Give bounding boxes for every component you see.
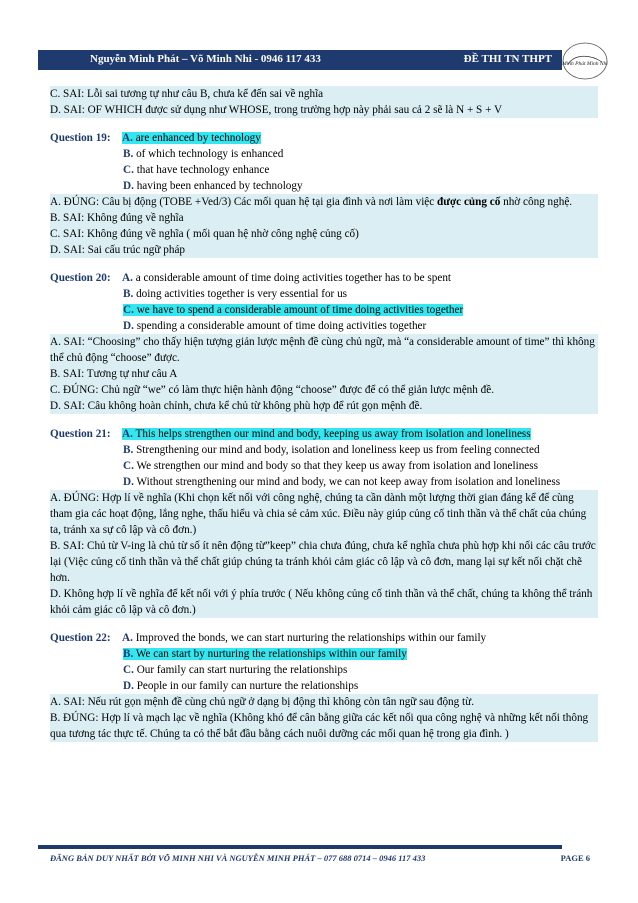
expl-line: C. SAI: Không đúng về nghĩa ( mối quan hệ nhờ công nghệ củng cố)	[50, 228, 359, 240]
question-label: Question 20:	[50, 272, 111, 284]
option-d: D. having been enhanced by technology	[123, 180, 303, 192]
question-19	[50, 130, 598, 146]
q20-explanations	[50, 334, 598, 414]
header-exam-title: ĐỀ THI TN THPT	[463, 53, 552, 65]
header-authors: Nguyễn Minh Phát – Võ Minh Nhi - 0946 117 433	[90, 53, 321, 65]
question-21	[50, 426, 598, 442]
option-b: B. We can start by nurturing the relationships within our family	[123, 648, 407, 660]
option-d: D. People in our family can nurture the relationships	[123, 680, 359, 692]
question-20	[50, 270, 598, 286]
expl-line: A. SAI: Nếu rút gọn mệnh đề cùng chủ ngữ ở dạng bị động thì không còn tân ngữ sau động từ.	[50, 696, 475, 708]
prev-explanations	[50, 86, 598, 118]
expl-line: A. ĐÚNG: Hợp lí về nghĩa (Khi chọn kết nối với công nghệ, chúng ta cần dành một lượng thời gian đáng kể để cùng tham gia các hoạt động, lắng nghe, thấu hiểu và chia sẻ cảm xúc. Điều này giúp củng cố tinh thần và thể chất của chúng ta, tránh xa sự cô lập và cô đơn.)	[50, 492, 587, 536]
option-c: C. We strengthen our mind and body so that they keep us away from isolation and loneliness	[123, 460, 538, 472]
option-a: A. Improved the bonds, we can start nurturing the relationships within our family	[122, 632, 487, 644]
question-label: Question 21:	[50, 428, 111, 440]
option-a: A. This helps strengthen our mind and body, keeping us away from isolation and loneliness	[122, 428, 531, 440]
footer-rule	[38, 845, 562, 849]
question-22	[50, 630, 598, 646]
q19-explanations	[50, 194, 598, 258]
option-b: B. of which technology is enhanced	[123, 148, 284, 160]
page-footer	[50, 853, 590, 863]
svg-text:Minh Phát Minh Nhi: Minh Phát Minh Nhi	[562, 61, 608, 67]
expl-line: D. Không hợp lí về nghĩa để kết nối với ý phía trước ( Nếu không củng cố tinh thần và thể chất, chúng ta không thể tránh khỏi cảm giác cô lập và cô đơn.)	[50, 588, 593, 616]
expl-line: D. SAI: Câu không hoàn chỉnh, chưa kể chủ từ không phù hợp để rút gọn mệnh đề.	[50, 400, 423, 412]
expl-line: C. ĐÚNG: Chủ ngữ “we” có làm thực hiện hành động “choose” được để có thể giản lược mệnh đề.	[50, 384, 494, 396]
expl-line: B. SAI: Không đúng về nghĩa	[50, 212, 184, 224]
option-d: D. spending a considerable amount of time doing activities together	[123, 320, 427, 332]
question-label: Question 19:	[50, 132, 111, 144]
option-c: C. that have technology enhance	[123, 164, 270, 176]
expl-line: B. SAI: Chủ từ V-ing là chủ từ số ít nên động từ”keep” chia chưa đúng, chưa kể nghĩa chưa phù hợp khi nối các câu trước lại (Việc củng cố tinh thần và thể chất giúp chúng ta tránh khỏi cảm giác cô lập và cô đơn, mang lại sự kết nối chặt chẽ hơn.	[50, 540, 596, 584]
expl-line: A. ĐÚNG: Câu bị động (TOBE +Ved/3) Các mối quan hệ tại gia đình và nơi làm việc được củng cố nhờ công nghệ.	[50, 196, 573, 208]
option-a: A. are enhanced by technology	[122, 132, 261, 144]
option-d: D. Without strengthening our mind and body, we can not keep away from isolation and loneliness	[123, 476, 561, 488]
page-content	[50, 86, 598, 742]
option-c: C. we have to spend a considerable amount of time doing activities together	[123, 304, 464, 316]
option-c: C. Our family can start nurturing the relationships	[123, 664, 348, 676]
page-number: PAGE 6	[560, 853, 590, 863]
expl-line: D. SAI: Sai cấu trúc ngữ pháp	[50, 244, 186, 256]
brand-logo	[560, 40, 610, 82]
page-header	[38, 50, 562, 70]
expl-line: A. SAI: “Choosing” cho thấy hiện tượng giản lược mệnh đề cùng chủ ngữ, mà “a considerable amount of time” thì không thể chủ động “choose” được.	[50, 336, 595, 364]
option-b: B. doing activities together is very essential for us	[123, 288, 348, 300]
option-a: A. a considerable amount of time doing activities together has to be spent	[122, 272, 452, 284]
expl-line: B. ĐÚNG: Hợp lí và mạch lạc về nghĩa (Không khó để cân bằng giữa các kết nối qua công nghệ và những kết nối thông qua tương tác thực tế. Chúng ta có thể bắt đầu bằng cách nuôi dưỡng các mối quan hệ trong gia đình. )	[50, 712, 589, 740]
question-label: Question 22:	[50, 632, 111, 644]
expl-line: D. SAI: OF WHICH được sử dụng như WHOSE, trong trường hợp này phải sau cả 2 sẽ là N + S + V	[50, 104, 503, 116]
expl-line: C. SAI: Lỗi sai tương tự như câu B, chưa kể đến sai về nghĩa	[50, 88, 324, 100]
expl-line: B. SAI: Tương tự như câu A	[50, 368, 178, 380]
footer-copyright: ĐĂNG BÁN DUY NHẤT BỞI VÕ MINH NHI VÀ NGUYỄN MINH PHÁT – 077 688 0714 – 0946 117 433	[50, 853, 426, 863]
option-b: B. Strengthening our mind and body, isolation and loneliness keep us from feeling connected	[123, 444, 540, 456]
q22-explanations	[50, 694, 598, 742]
q21-explanations	[50, 490, 598, 618]
